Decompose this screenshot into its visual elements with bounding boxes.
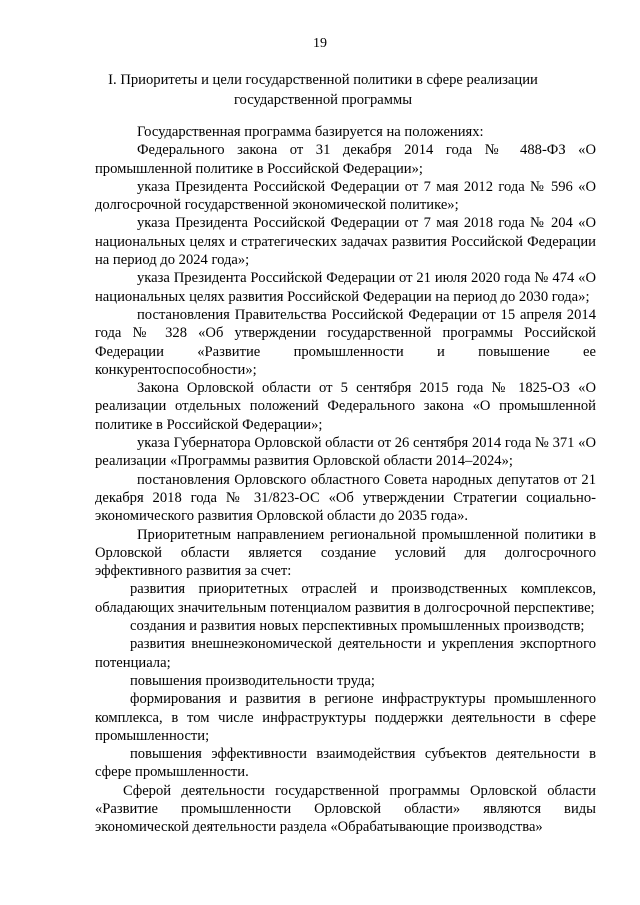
paragraph: указа Губернатора Орловской области от 26 сентября 2014 года № 371 «О реализации «Программы развития Орловской области 2014–2024»; (95, 435, 596, 470)
paragraph: Приоритетным направлением региональной промышленной политики в Орловской области является создание условий для долгосрочного эффективного развития за счет: (95, 526, 596, 580)
paragraph: Сферой деятельности государственной программы Орловской области «Развитие промышленности Орловской области» являются виды экономической деятельности раздела «Обрабатывающие производства» (95, 782, 596, 836)
page-number: 19 (313, 36, 327, 51)
paragraph: повышения производительности труда; (130, 672, 375, 689)
paragraph: развития приоритетных отраслей и производственных комплексов, обладающих значительным потенциалом развития в долгосрочной перспективе; (95, 581, 596, 616)
document-body (95, 123, 596, 837)
paragraph: создания и развития новых перспективных промышленных производств; (130, 618, 585, 635)
paragraph: указа Президента Российской Федерации от 7 мая 2012 года № 596 «О долгосрочной государственной экономической политике»; (95, 178, 596, 214)
paragraph: развития внешнеэкономической деятельности и укрепления экспортного потенциала; (95, 636, 596, 671)
paragraph: повышения эффективности взаимодействия субъектов деятельности в сфере промышленности. (95, 746, 596, 781)
paragraph: постановления Орловского областного Совета народных депутатов от 21 декабря 2018 года № 31/823-ОС «Об утверждении Стратегии социально-экономического развития Орловской области до 2035 года». (95, 471, 596, 525)
section-heading: I. Приоритеты и цели государственной политики в сфере реализации государственной программы (108, 72, 538, 108)
paragraph: Государственная программа базируется на положениях: (137, 124, 484, 140)
paragraph: указа Президента Российской Федерации от 21 июля 2020 года № 474 «О национальных целях развития Российской Федерации на период до 2030 года»; (95, 270, 596, 305)
paragraph: формирования и развития в регионе инфраструктуры промышленного комплекса, в том числе инфраструктуры поддержки деятельности в сфере промышленности; (95, 691, 596, 744)
paragraph: указа Президента Российской Федерации от 7 мая 2018 года № 204 «О национальных целях и стратегических задачах развития Российской Федерации на период до 2024 года»; (95, 215, 596, 269)
paragraph: постановления Правительства Российской Федерации от 15 апреля 2014 года № 328 «Об утверждении государственной программы Российской Федерации «Развитие промышленности и повышение ее конкурентоспособности»; (95, 306, 596, 378)
paragraph: Закона Орловской области от 5 сентября 2015 года № 1825-ОЗ «О реализации отдельных положений Федерального закона «О промышленной политике в Российской Федерации»; (95, 380, 596, 433)
paragraph: Федерального закона от 31 декабря 2014 года № 488-ФЗ «О промышленной политике в Российской Федерации»; (95, 142, 596, 177)
